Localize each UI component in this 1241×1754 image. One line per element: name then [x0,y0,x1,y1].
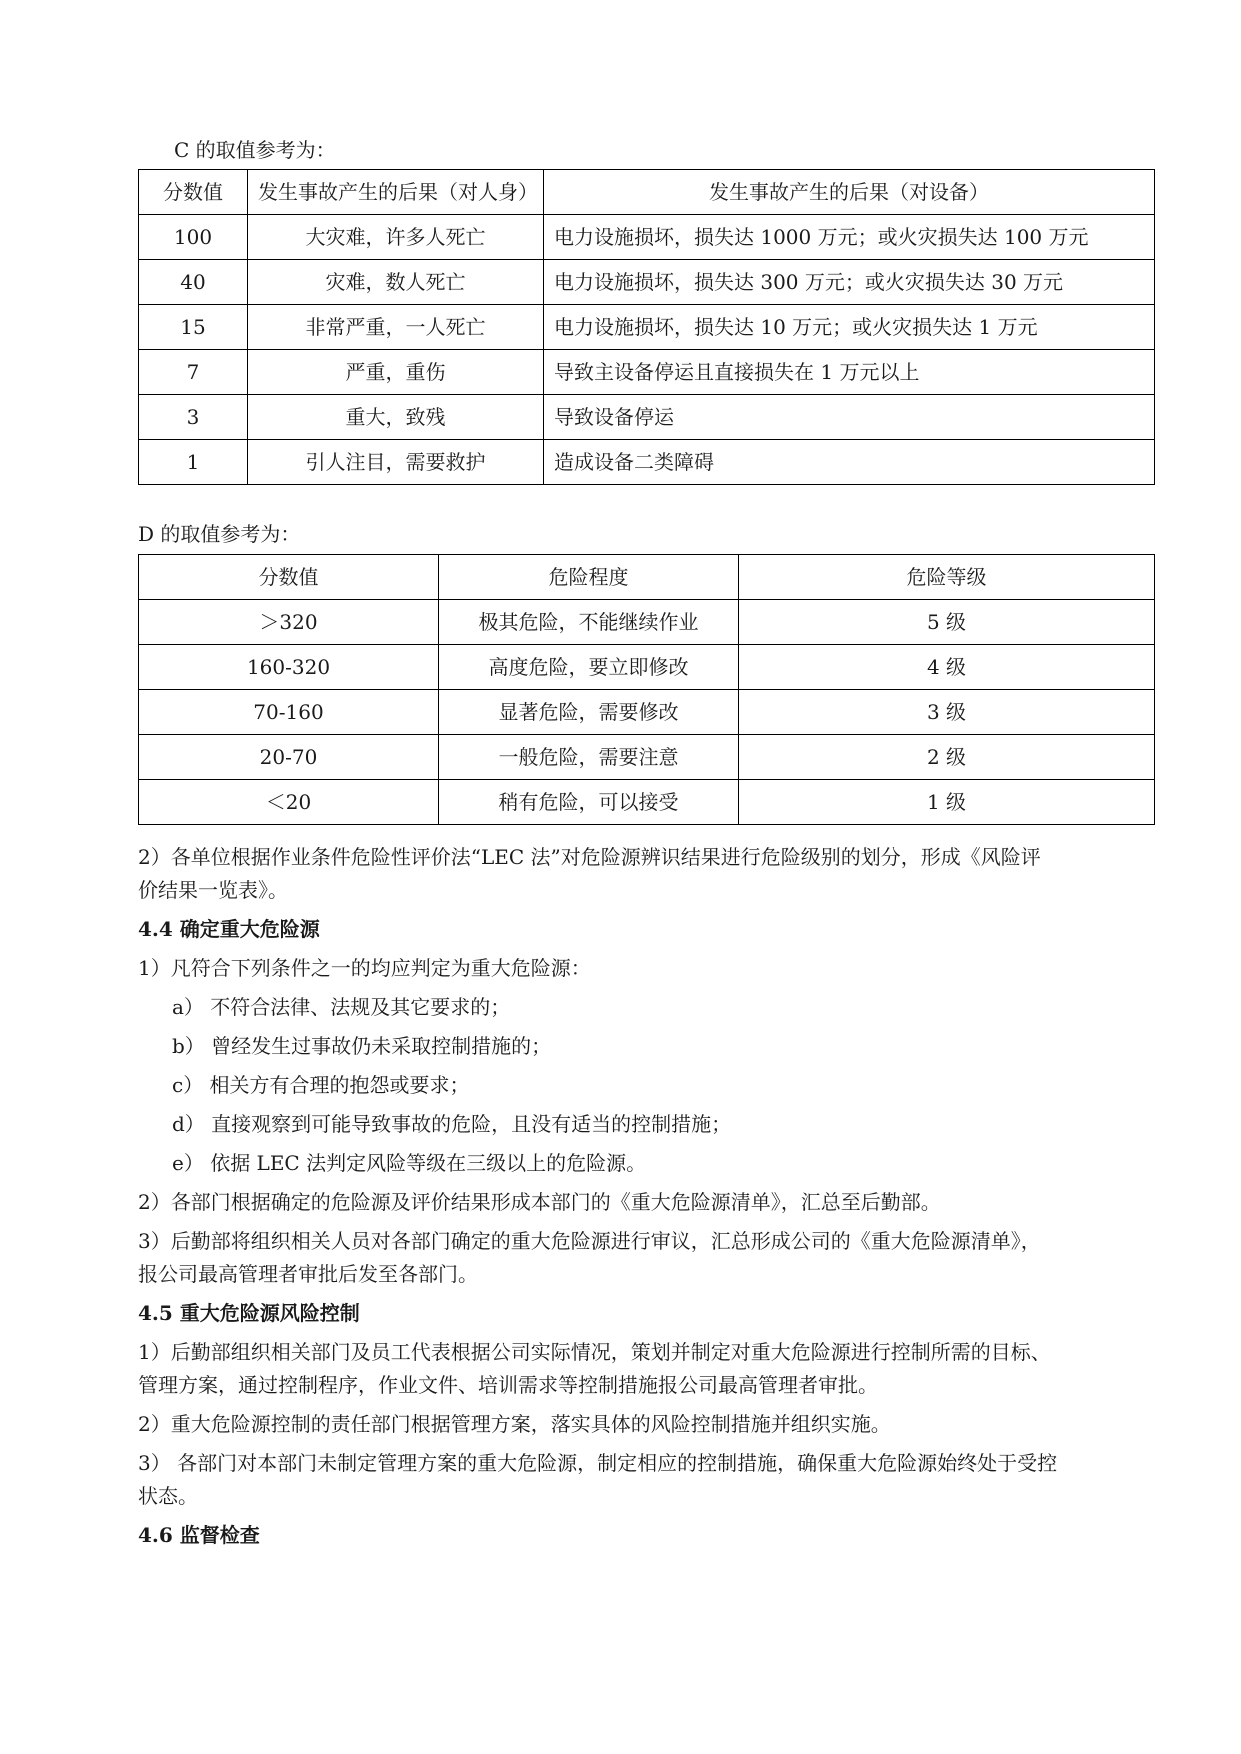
equipment-consequence-cell: 电力设施损坏，损失达 10 万元；或火灾损失达 1 万元 [544,305,1155,350]
danger-degree-cell: 高度危险，要立即修改 [439,645,739,690]
table-row [139,305,1155,350]
score-range-cell: 70-160 [139,690,439,735]
section-heading-4-6: 4.6 监督检查 [138,1523,260,1547]
score-range-cell: ＞320 [139,600,439,645]
score-cell: 1 [139,440,248,485]
person-consequence-cell: 引人注目，需要救护 [248,440,544,485]
table-row [139,260,1155,305]
table-row [139,350,1155,395]
table-row [139,735,1155,780]
list-item-a: a） 不符合法律、法规及其它要求的； [172,995,511,1019]
list-item-c: c） 相关方有合理的抱怨或要求； [172,1073,470,1097]
score-cell: 40 [139,260,248,305]
person-consequence-cell: 非常严重，一人死亡 [248,305,544,350]
equipment-consequence-cell: 造成设备二类障碍 [544,440,1155,485]
score-range-cell: ＜20 [139,780,439,825]
danger-degree-cell: 稍有危险，可以接受 [439,780,739,825]
danger-level-cell: 4 级 [739,645,1155,690]
danger-level-cell: 5 级 [739,600,1155,645]
score-range-cell: 20-70 [139,735,439,780]
equipment-consequence-cell: 电力设施损坏，损失达 300 万元；或火灾损失达 30 万元 [544,260,1155,305]
equipment-consequence-cell: 导致主设备停运且直接损失在 1 万元以上 [544,350,1155,395]
paragraph-4-5-1-cont: 管理方案，通过控制程序，作业文件、培训需求等控制措施报公司最高管理者审批。 [138,1373,878,1397]
header-cell: 发生事故产生的后果（对设备） [544,170,1155,215]
score-cell: 7 [139,350,248,395]
table-row [139,215,1155,260]
equipment-consequence-cell: 导致设备停运 [544,395,1155,440]
person-consequence-cell: 重大，致残 [248,395,544,440]
danger-degree-cell: 显著危险，需要修改 [439,690,739,735]
equipment-consequence-cell: 电力设施损坏，损失达 1000 万元；或火灾损失达 100 万元 [544,215,1155,260]
paragraph-4-4-2: 2）各部门根据确定的危险源及评价结果形成本部门的《重大危险源清单》，汇总至后勤部。 [138,1190,941,1214]
paragraph-lec: 2）各单位根据作业条件危险性评价法“LEC 法”对危险源辨识结果进行危险级别的划分，形成《风险评 [138,845,1041,869]
paragraph-4-5-2: 2）重大危险源控制的责任部门根据管理方案，落实具体的风险控制措施并组织实施。 [138,1412,891,1436]
header-cell: 分数值 [139,170,248,215]
paragraph-4-5-3-cont: 状态。 [138,1484,198,1508]
list-item-e: e） 依据 LEC 法判定风险等级在三级以上的危险源。 [172,1151,647,1175]
score-range-cell: 160-320 [139,645,439,690]
table-row [139,600,1155,645]
d-value-table [138,554,1155,825]
list-item-d: d） 直接观察到可能导致事故的危险，且没有适当的控制措施； [172,1112,732,1136]
table-row [139,690,1155,735]
paragraph-4-5-3: 3） 各部门对本部门未制定管理方案的重大危险源，制定相应的控制措施，确保重大危险源始终处于受控 [138,1451,1058,1475]
table-row [139,395,1155,440]
person-consequence-cell: 严重，重伤 [248,350,544,395]
table-row [139,645,1155,690]
danger-level-cell: 2 级 [739,735,1155,780]
score-cell: 100 [139,215,248,260]
header-cell: 发生事故产生的后果（对人身） [248,170,544,215]
c-table-caption: C 的取值参考为： [174,138,336,162]
paragraph-4-5-1: 1）后勤部组织相关部门及员工代表根据公司实际情况，策划并制定对重大危险源进行控制所需的目标、 [138,1340,1051,1364]
paragraph-4-4-3-cont: 报公司最高管理者审批后发至各部门。 [138,1262,478,1286]
paragraph-4-4-1: 1）凡符合下列条件之一的均应判定为重大危险源： [138,956,591,980]
header-cell: 危险程度 [439,555,739,600]
danger-degree-cell: 一般危险，需要注意 [439,735,739,780]
danger-level-cell: 3 级 [739,690,1155,735]
table-row [139,440,1155,485]
section-heading-4-5: 4.5 重大危险源风险控制 [138,1301,360,1325]
paragraph-4-4-3: 3）后勤部将组织相关人员对各部门确定的重大危险源进行审议，汇总形成公司的《重大危险源清单》， [138,1229,1041,1253]
table-row [139,780,1155,825]
table-header-row [139,555,1155,600]
person-consequence-cell: 大灾难，许多人死亡 [248,215,544,260]
d-table-caption: D 的取值参考为： [138,522,301,546]
header-cell: 危险等级 [739,555,1155,600]
score-cell: 15 [139,305,248,350]
list-item-b: b） 曾经发生过事故仍未采取控制措施的； [172,1034,552,1058]
person-consequence-cell: 灾难，数人死亡 [248,260,544,305]
score-cell: 3 [139,395,248,440]
section-heading-4-4: 4.4 确定重大危险源 [138,917,320,941]
danger-level-cell: 1 级 [739,780,1155,825]
c-value-table [138,169,1155,485]
danger-degree-cell: 极其危险，不能继续作业 [439,600,739,645]
table-header-row [139,170,1155,215]
header-cell: 分数值 [139,555,439,600]
paragraph-lec-cont: 价结果一览表》。 [138,878,288,902]
